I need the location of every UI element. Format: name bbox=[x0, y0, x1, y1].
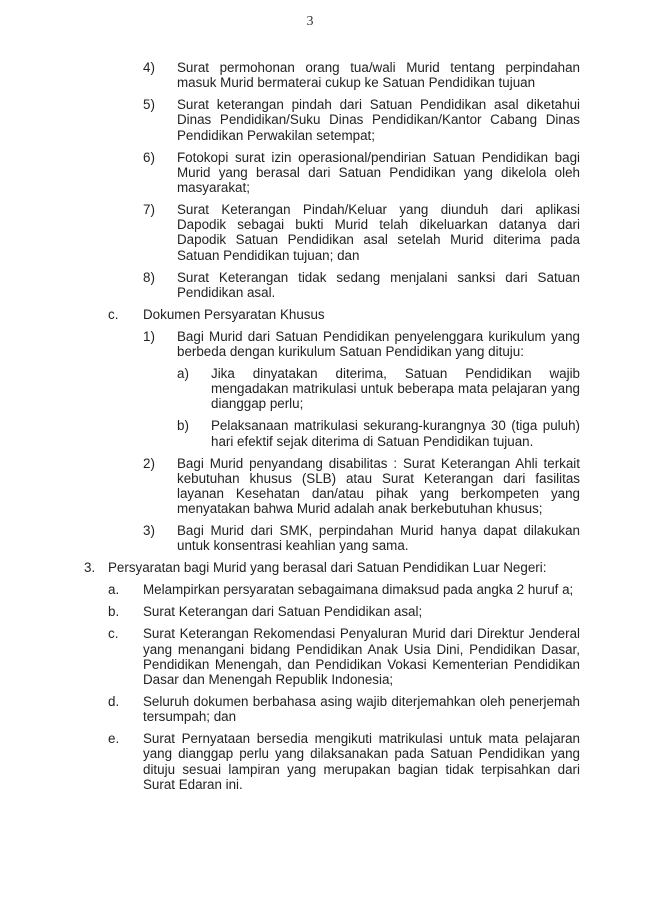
list-item-text: Seluruh dokumen berbahasa asing wajib diterjemahkan oleh penerjemah tersumpah; dan bbox=[143, 694, 580, 725]
list-marker: c. bbox=[108, 626, 119, 642]
sub-list-item-text: Pelaksanaan matrikulasi sekurang-kurangnya 30 (tiga puluh) hari efektif sejak diterima di Satuan Pendidikan tujuan. bbox=[211, 418, 580, 449]
list-marker: 2) bbox=[143, 455, 155, 471]
section-title: Dokumen Persyaratan Khusus bbox=[143, 306, 325, 322]
section-heading-3 bbox=[0, 560, 580, 575]
sub-list-marker: a) bbox=[177, 366, 189, 382]
sub-list-item-text: Jika dinyatakan diterima, Satuan Pendidikan wajib mengadakan matrikulasi untuk beberapa mata pelajaran yang dianggap perlu; bbox=[211, 366, 580, 412]
list-marker: 7) bbox=[143, 202, 155, 218]
document-body bbox=[0, 60, 653, 799]
list-marker: e. bbox=[108, 731, 120, 747]
list-item bbox=[0, 456, 580, 517]
list-item bbox=[0, 626, 580, 687]
list-item-text: Surat permohonan orang tua/wali Murid tentang perpindahan masuk Murid bermaterai cukup ke Satuan Pendidikan tujuan bbox=[177, 60, 580, 91]
page-number: 3 bbox=[306, 14, 314, 29]
list-item bbox=[0, 60, 580, 90]
list-item-text: Surat Keterangan Pindah/Keluar yang diunduh dari aplikasi Dapodik sebagai bukti Murid telah dikeluarkan datanya dari Dapodik Satuan Pendidikan asal setelah Murid diterima pada Satuan Pendidikan tujuan; dan bbox=[177, 202, 580, 263]
list-marker: 4) bbox=[143, 60, 155, 75]
list-item bbox=[0, 731, 580, 792]
list-item bbox=[0, 97, 580, 143]
list-item bbox=[0, 202, 580, 263]
list-item-text: Surat keterangan pindah dari Satuan Pendidikan asal diketahui Dinas Pendidikan/Suku Dinas Pendidikan/Kantor Cabang Dinas Pendidikan Perwakilan setempat; bbox=[177, 97, 580, 143]
list-item-text: Bagi Murid dari Satuan Pendidikan penyelenggara kurikulum yang berbeda dengan kurikulum Satuan Pendidikan yang dituju: bbox=[177, 328, 580, 360]
sub-list-item bbox=[0, 366, 580, 412]
list-marker: 1) bbox=[143, 328, 155, 344]
sub-list-item bbox=[0, 418, 580, 448]
section-title: Persyaratan bagi Murid yang berasal dari Satuan Pendidikan Luar Negeri: bbox=[108, 560, 547, 576]
list-item bbox=[0, 523, 580, 553]
section-marker: 3. bbox=[84, 560, 96, 576]
list-marker: d. bbox=[108, 694, 120, 710]
list-item-text: Bagi Murid penyandang disabilitas : Surat Keterangan Ahli terkait kebutuhan khusus (SLB) atau Surat Keterangan dari fasilitas layanan Kesehatan dan/atau pihak yang berkompeten yang menyatakan bahwa Murid adalah anak berkebutuhan khusus; bbox=[177, 455, 580, 517]
section-heading-c bbox=[0, 307, 580, 322]
list-item-text: Melampirkan persyaratan sebagaimana dimaksud pada angka 2 huruf a; bbox=[143, 582, 574, 598]
list-marker: 8) bbox=[143, 269, 155, 285]
list-item-text: Surat Keterangan Rekomendasi Penyaluran Murid dari Direktur Jenderal yang menangani bidang Pendidikan Anak Usia Dini, Pendidikan Dasar, Pendidikan Menengah, dan Pendidikan Vokasi Kementerian Pendidikan Dasar dan Menengah Republik Indonesia; bbox=[143, 626, 580, 688]
list-item-text: Fotokopi surat izin operasional/pendirian Satuan Pendidikan bagi Murid yang berasal dari Satuan Pendidikan yang dikelola oleh masyarakat; bbox=[177, 149, 580, 196]
list-item-text: Surat Pernyataan bersedia mengikuti matrikulasi untuk mata pelajaran yang dianggap perlu yang dilaksanakan pada Satuan Pendidikan yang dituju sesuai lampiran yang merupakan bagian tidak terpisahkan dari Surat Edaran ini. bbox=[143, 731, 580, 792]
list-marker: b. bbox=[108, 604, 120, 620]
list-marker: 6) bbox=[143, 149, 155, 165]
list-item bbox=[0, 694, 580, 724]
list-item bbox=[0, 329, 580, 359]
list-item-text: Surat Keterangan tidak sedang menjalani sanksi dari Satuan Pendidikan asal. bbox=[177, 269, 580, 300]
list-marker: a. bbox=[108, 582, 120, 598]
list-marker: 3) bbox=[143, 523, 155, 539]
list-item-text: Bagi Murid dari SMK, perpindahan Murid hanya dapat dilakukan untuk konsentrasi keahlian yang sama. bbox=[177, 523, 580, 554]
list-marker: 5) bbox=[143, 97, 155, 113]
list-item bbox=[0, 270, 580, 300]
list-item bbox=[0, 604, 580, 619]
section-marker: c. bbox=[108, 306, 119, 322]
list-item bbox=[0, 150, 580, 196]
list-item-text: Surat Keterangan dari Satuan Pendidikan asal; bbox=[143, 604, 423, 620]
sub-list-marker: b) bbox=[177, 418, 189, 434]
list-item bbox=[0, 582, 580, 597]
